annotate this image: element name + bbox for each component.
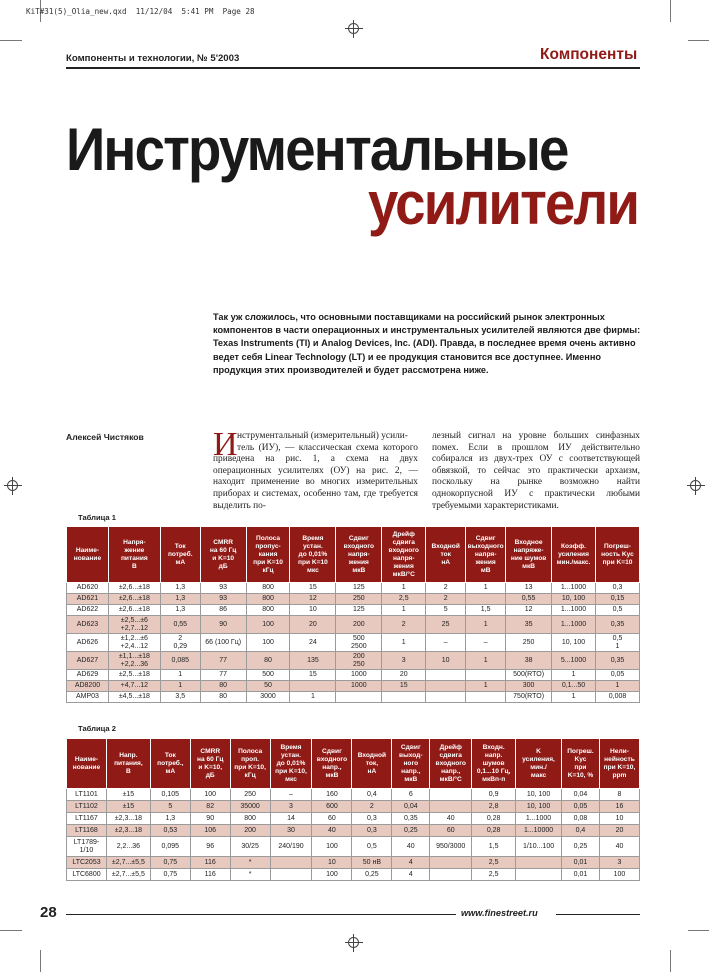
table-cell: 0,05	[596, 670, 640, 681]
table-cell: 0,9	[472, 789, 516, 801]
table-cell: 3000	[246, 692, 290, 703]
table-cell: 4	[392, 869, 430, 881]
table-cell: 160	[312, 789, 352, 801]
table-cell: AD629	[67, 670, 109, 681]
table-cell: 15	[290, 670, 336, 681]
table-cell	[466, 594, 506, 605]
table-cell: 0,75	[150, 857, 190, 869]
section-label: Компоненты	[540, 46, 638, 63]
table-cell: 1	[160, 670, 200, 681]
table-cell: 300	[506, 681, 552, 692]
table-cell: 16	[599, 801, 639, 813]
table-cell: LTC6800	[67, 869, 107, 881]
table-cell: 0,25	[392, 825, 430, 837]
table1-header-cell: Погреш- ность Kус при K=10	[596, 527, 640, 583]
table-cell: 1...1000	[516, 813, 562, 825]
table1-header-cell: Входной ток нА	[426, 527, 466, 583]
table-row	[67, 605, 640, 616]
table-cell: –	[270, 789, 312, 801]
table-cell	[270, 857, 312, 869]
table-cell: 1	[466, 583, 506, 594]
table-cell	[382, 692, 426, 703]
drop-cap: И	[213, 426, 238, 463]
table-cell	[290, 681, 336, 692]
table-cell	[426, 681, 466, 692]
table-cell: 0,35	[596, 652, 640, 670]
table-cell: 93	[200, 594, 246, 605]
table-cell: 40	[430, 813, 472, 825]
table1-header-cell: Коэфф. усиления мин./макс.	[552, 527, 596, 583]
table-cell: LT1102	[67, 801, 107, 813]
table-row	[67, 801, 640, 813]
body-column-2: лезный сигнал на уровне больших синфазных помех. Если в прошлом ИУ действительно собирался из двух-трех ОУ с соответствующей обвязкой, то сейчас это практически архаизм, поскольку на рынке возможно найти однокорпусной ИУ с практически любыми требуемыми характеристиками.	[432, 431, 640, 511]
table1-header-cell: Сдвиг выходного напря- жения мВ	[466, 527, 506, 583]
table-cell: 1	[382, 634, 426, 652]
table-cell: 10, 100	[552, 594, 596, 605]
table-cell: LT1168	[67, 825, 107, 837]
table-cell	[430, 869, 472, 881]
table-cell: 35	[506, 616, 552, 634]
header-rule	[66, 67, 640, 69]
table1-header-cell: CMRR на 60 Гц и K=10 дБ	[200, 527, 246, 583]
table-1-caption: Таблица 1	[78, 513, 116, 522]
table-cell: 950/3000	[430, 837, 472, 857]
table-cell: 10	[312, 857, 352, 869]
table-1-header-row	[67, 527, 640, 583]
table-cell: 0,28	[472, 813, 516, 825]
table-cell: AD8200	[67, 681, 109, 692]
table-cell: 500(RTO)	[506, 670, 552, 681]
table-cell: 2	[352, 801, 392, 813]
table-cell: 3	[382, 652, 426, 670]
table1-header-cell: Напря- жение питания В	[108, 527, 160, 583]
table-cell: 14	[270, 813, 312, 825]
table-cell	[270, 869, 312, 881]
table-cell: 1	[382, 583, 426, 594]
table-2-caption: Таблица 2	[78, 724, 116, 733]
table-cell: ±1,2...±6 +2,4...12	[108, 634, 160, 652]
table-cell: ±15	[106, 789, 150, 801]
table-cell: 10	[290, 605, 336, 616]
table-cell: 38	[506, 652, 552, 670]
table-cell: 1000	[336, 681, 382, 692]
article-title-line1: Инструментальные	[66, 116, 568, 183]
table-cell: 1	[596, 681, 640, 692]
table-cell: ±2,6...±18	[108, 605, 160, 616]
table-cell: 10, 100	[552, 634, 596, 652]
table-row	[67, 652, 640, 670]
table-cell: 100	[312, 837, 352, 857]
table-cell: 0,085	[160, 652, 200, 670]
table-cell: ±4,5...±18	[108, 692, 160, 703]
table-cell: 1	[160, 681, 200, 692]
table-cell: LT1101	[67, 789, 107, 801]
table-cell: 250	[336, 594, 382, 605]
table-cell: 500 2500	[336, 634, 382, 652]
table-cell: 1	[552, 670, 596, 681]
table-cell: AD627	[67, 652, 109, 670]
table-row	[67, 692, 640, 703]
footer-rule	[66, 914, 456, 915]
table-cell: 2,8	[472, 801, 516, 813]
table-2	[66, 738, 640, 881]
table-cell: 1,5	[472, 837, 516, 857]
table-cell: 2,5	[472, 869, 516, 881]
table-cell: 1,3	[160, 594, 200, 605]
table-cell: 13	[506, 583, 552, 594]
table-cell: 0,3	[352, 813, 392, 825]
table-cell: 1	[466, 652, 506, 670]
table-cell: 77	[200, 670, 246, 681]
table-cell: 1	[290, 692, 336, 703]
table2-header-cell: Входн. напр. шумов 0,1...10 Гц, мкВп-п	[472, 739, 516, 789]
table-cell: 0,25	[562, 837, 600, 857]
table-cell: 12	[290, 594, 336, 605]
table-cell: 20	[382, 670, 426, 681]
table-cell: 0,01	[562, 857, 600, 869]
crop-tick	[0, 930, 22, 931]
crop-tick	[0, 40, 22, 41]
table-cell: 0,35	[596, 616, 640, 634]
table-cell: 1...1000	[552, 605, 596, 616]
article-title-line2: усилители	[368, 170, 639, 237]
table-cell: 0,04	[392, 801, 430, 813]
table-cell	[430, 801, 472, 813]
table-row	[67, 825, 640, 837]
table-cell: 0,1...50	[552, 681, 596, 692]
table-cell: 0,25	[352, 869, 392, 881]
table-cell: 80	[246, 652, 290, 670]
crop-tick	[40, 950, 41, 972]
table-cell: AD626	[67, 634, 109, 652]
table-cell: 0,5	[596, 605, 640, 616]
table-cell: 3	[270, 801, 312, 813]
table-cell: 0,095	[150, 837, 190, 857]
body-first-line: нструментальный (измерительный) усили-	[237, 431, 408, 441]
table-cell: 0,008	[596, 692, 640, 703]
table1-header-cell: Дрейф сдвига входного напря- жения мкВ/°C	[382, 527, 426, 583]
table-cell: 60	[312, 813, 352, 825]
table-cell: AD622	[67, 605, 109, 616]
table-row	[67, 670, 640, 681]
table2-header-cell: Наиме- нование	[67, 739, 107, 789]
crop-tick	[688, 40, 709, 41]
table-cell: 2,2...36	[106, 837, 150, 857]
registration-mark-right	[687, 477, 705, 495]
table-cell: 800	[246, 583, 290, 594]
table-cell: 200	[336, 616, 382, 634]
table-cell: AMP03	[67, 692, 109, 703]
table-cell: 10, 100	[516, 789, 562, 801]
table-cell: AD620	[67, 583, 109, 594]
table-cell: 1	[466, 681, 506, 692]
table-cell: 60	[430, 825, 472, 837]
table-cell: 40	[312, 825, 352, 837]
table-cell	[430, 857, 472, 869]
table-cell: 0,3	[352, 825, 392, 837]
table-cell: 125	[336, 583, 382, 594]
table-cell: 240/190	[270, 837, 312, 857]
table-cell: 5...1000	[552, 652, 596, 670]
table-cell: 2	[382, 616, 426, 634]
table-cell: 2	[426, 594, 466, 605]
table2-header-cell: Напр. питания, В	[106, 739, 150, 789]
table-cell: 200	[230, 825, 270, 837]
table-cell: 750(RTO)	[506, 692, 552, 703]
table-cell: 15	[382, 681, 426, 692]
table-row	[67, 583, 640, 594]
table-row	[67, 616, 640, 634]
table-cell: 0,5 1	[596, 634, 640, 652]
table-cell: LT1789- 1/10	[67, 837, 107, 857]
table-cell: 1,3	[150, 813, 190, 825]
table2-header-cell: CMRR на 60 Гц и K=10, дБ	[190, 739, 230, 789]
registration-mark-bottom	[345, 934, 363, 952]
table-cell: 80	[200, 692, 246, 703]
table2-header-cell: Сдвиг выход- ного напр., мкВ	[392, 739, 430, 789]
table-cell: 0,55	[506, 594, 552, 605]
table-cell: *	[230, 869, 270, 881]
table-row	[67, 789, 640, 801]
table-cell: 10, 100	[516, 801, 562, 813]
table-cell: 40	[392, 837, 430, 857]
table-cell	[430, 789, 472, 801]
table-cell: 0,28	[472, 825, 516, 837]
table-cell: 106	[190, 825, 230, 837]
table1-header-cell: Ток потреб. мА	[160, 527, 200, 583]
table-cell: 135	[290, 652, 336, 670]
table-cell: 0,08	[562, 813, 600, 825]
table-cell	[426, 692, 466, 703]
table2-header-cell: Входной ток, нА	[352, 739, 392, 789]
table-cell: 50 нВ	[352, 857, 392, 869]
table-cell: 1,5	[466, 605, 506, 616]
table-1	[66, 526, 640, 703]
table-cell: 0,04	[562, 789, 600, 801]
table-cell: 3	[599, 857, 639, 869]
table-cell: 200 250	[336, 652, 382, 670]
table-cell: 93	[200, 583, 246, 594]
table-cell: 1...1000	[552, 616, 596, 634]
table-cell: 100	[246, 634, 290, 652]
table-row	[67, 837, 640, 857]
table-cell: ±2,6...±18	[108, 594, 160, 605]
table-2-header-row	[67, 739, 640, 789]
table-cell: –	[466, 634, 506, 652]
table-cell: 2,5	[472, 857, 516, 869]
table2-header-cell: Полоса проп. при K=10, кГц	[230, 739, 270, 789]
table-cell: 116	[190, 869, 230, 881]
table-cell: 1,3	[160, 605, 200, 616]
table-cell: 0,5	[352, 837, 392, 857]
table-cell: 77	[200, 652, 246, 670]
table-cell: 66 (100 Гц)	[200, 634, 246, 652]
table-cell: 8	[599, 789, 639, 801]
table-row	[67, 857, 640, 869]
table-cell: 0,35	[392, 813, 430, 825]
table1-header-cell: Полоса пропус- кания при K=10 кГц	[246, 527, 290, 583]
table-cell: 1	[552, 692, 596, 703]
table-cell: 50	[246, 681, 290, 692]
table-cell: 250	[506, 634, 552, 652]
table-cell	[466, 670, 506, 681]
crop-tick	[670, 950, 671, 972]
table-cell: 100	[246, 616, 290, 634]
table-cell: 82	[190, 801, 230, 813]
table-cell: 100	[190, 789, 230, 801]
table-cell: 0,4	[352, 789, 392, 801]
table-cell: 0,05	[562, 801, 600, 813]
table-cell: 1	[382, 605, 426, 616]
table-cell: 1	[466, 616, 506, 634]
table-cell: ±2,7...±5,5	[106, 857, 150, 869]
table-cell: 1...10000	[516, 825, 562, 837]
table-cell: –	[426, 634, 466, 652]
table-cell: 80	[200, 681, 246, 692]
table-cell: ±2,5...±6 +2,7...12	[108, 616, 160, 634]
table-cell: AD623	[67, 616, 109, 634]
table-cell: 250	[230, 789, 270, 801]
table-cell: 1/10...100	[516, 837, 562, 857]
table2-header-cell: Сдвиг входного напр., мкВ	[312, 739, 352, 789]
table-cell: AD621	[67, 594, 109, 605]
table-row	[67, 634, 640, 652]
table-row	[67, 813, 640, 825]
table-cell: 86	[200, 605, 246, 616]
table-cell: 800	[246, 594, 290, 605]
table-cell: 0,01	[562, 869, 600, 881]
table-cell: 800	[246, 605, 290, 616]
table-cell	[516, 857, 562, 869]
table-cell: 2 0,29	[160, 634, 200, 652]
crop-tick	[688, 930, 709, 931]
table2-header-cell: Погреш. Kус при K=10, %	[562, 739, 600, 789]
table-cell: ±2,3...18	[106, 825, 150, 837]
table-cell: 100	[599, 869, 639, 881]
table-cell: *	[230, 857, 270, 869]
table-cell: 2,5	[382, 594, 426, 605]
table-cell: 0,3	[596, 583, 640, 594]
registration-mark-top	[345, 20, 363, 38]
table1-header-cell: Время устан. до 0,01% при K=10 мкс	[290, 527, 336, 583]
journal-header: Компоненты и технологии, № 5'2003	[66, 53, 240, 64]
table-cell: 5	[426, 605, 466, 616]
table-cell: ±2,6...±18	[108, 583, 160, 594]
table-row	[67, 681, 640, 692]
table-cell: 5	[150, 801, 190, 813]
table-cell: 0,15	[596, 594, 640, 605]
table-cell: LTC2053	[67, 857, 107, 869]
author-name: Алексей Чистяков	[66, 432, 144, 442]
body-column-1-text: тель (ИУ), — классическая схема которого приведена на рис. 1, а схема на двух операционных усилителях (ОУ) на рис. 2, — находит применение во многих измерительных приборах и системах, особенно там, где требуется выделить по-	[213, 442, 418, 511]
footer-website[interactable]: www.finestreet.ru	[461, 908, 538, 918]
body-column-1	[213, 426, 418, 512]
print-slug: KiT#31(5)_Olia_new.qxd 11/12/04 5:41 PM Page 28	[26, 7, 255, 16]
table-cell: 500	[246, 670, 290, 681]
table-cell: 100	[312, 869, 352, 881]
table-cell	[336, 692, 382, 703]
table-cell: 40	[599, 837, 639, 857]
table-cell: 30	[270, 825, 312, 837]
table-cell: 90	[200, 616, 246, 634]
table-cell: 0,75	[150, 869, 190, 881]
table-cell: 24	[290, 634, 336, 652]
table-row	[67, 869, 640, 881]
table-row	[67, 594, 640, 605]
page-number: 28	[40, 904, 57, 921]
table-cell: 20	[599, 825, 639, 837]
table-cell: ±1,1...±18 +2,2...36	[108, 652, 160, 670]
table2-header-cell: Нели- нейность при K=10, ppm	[599, 739, 639, 789]
table-cell: 800	[230, 813, 270, 825]
table-cell: 20	[290, 616, 336, 634]
table-cell: +4,7...12	[108, 681, 160, 692]
table1-header-cell: Входное напряже- ние шумов мкВ	[506, 527, 552, 583]
table-cell: 10	[426, 652, 466, 670]
article-lead: Так уж сложилось, что основными поставщиками на российский рынок электронных компонентов в части операционных и инструментальных усилителей являются две фирмы: Texas Instruments (TI) и Analog Devices, Inc. (ADI). Правда, в последнее время очень активно ведет себя Linear Technology (LT) и ее продукция становится все доступнее. Именно продукция этих производителей и будет рассмотрена ниже.	[213, 312, 641, 375]
table2-header-cell: K усиления, мин./ макс	[516, 739, 562, 789]
table1-header-cell: Наиме- нование	[67, 527, 109, 583]
table-cell: ±2,5...±18	[108, 670, 160, 681]
table-cell: 0,105	[150, 789, 190, 801]
registration-mark-left	[4, 477, 22, 495]
table-cell: 125	[336, 605, 382, 616]
table-cell: 10	[599, 813, 639, 825]
table-cell	[426, 670, 466, 681]
table2-header-cell: Дрейф сдвига входного напр., мкВ/°C	[430, 739, 472, 789]
table-cell: 4	[392, 857, 430, 869]
table-cell: 35000	[230, 801, 270, 813]
table-cell: ±2,7...±5,5	[106, 869, 150, 881]
table-cell	[516, 869, 562, 881]
table-cell	[466, 692, 506, 703]
table-cell: ±2,3...18	[106, 813, 150, 825]
table1-header-cell: Сдвиг входного напря- жения мкВ	[336, 527, 382, 583]
table-cell: 96	[190, 837, 230, 857]
table-cell: ±15	[106, 801, 150, 813]
table-cell: 0,55	[160, 616, 200, 634]
table-cell: 116	[190, 857, 230, 869]
table-cell: 0,4	[562, 825, 600, 837]
table-cell: 1000	[336, 670, 382, 681]
table-cell: 1...1000	[552, 583, 596, 594]
table-cell: 3,5	[160, 692, 200, 703]
table-cell: 1,3	[160, 583, 200, 594]
footer-rule-short	[556, 914, 640, 915]
table-cell: 25	[426, 616, 466, 634]
table-cell: 15	[290, 583, 336, 594]
table-cell: 6	[392, 789, 430, 801]
table-cell: 2	[426, 583, 466, 594]
table2-header-cell: Ток потреб., мА	[150, 739, 190, 789]
crop-tick	[670, 0, 671, 22]
table-cell: 600	[312, 801, 352, 813]
table-cell: 90	[190, 813, 230, 825]
table-cell: LT1167	[67, 813, 107, 825]
table-cell: 0,53	[150, 825, 190, 837]
table-cell: 12	[506, 605, 552, 616]
table2-header-cell: Время устан. до 0,01% при K=10, мкс	[270, 739, 312, 789]
table-cell: 30/25	[230, 837, 270, 857]
